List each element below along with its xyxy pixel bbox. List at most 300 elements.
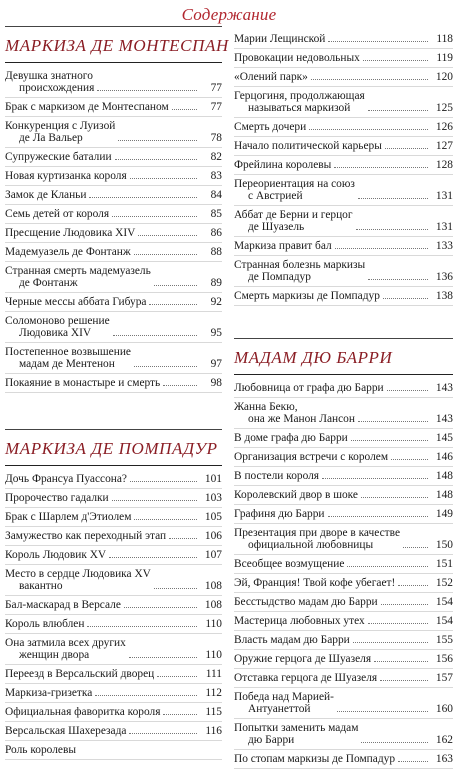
- toc-entry-title: [234, 653, 371, 665]
- toc-entry[interactable]: [234, 719, 453, 750]
- toc-entry-title: [234, 753, 395, 765]
- toc-entry-title-line: Антуанеттой: [248, 702, 311, 715]
- dot-leader: [109, 557, 197, 558]
- dot-leader: [134, 366, 197, 367]
- toc-entry-title-line: Король влюблен: [5, 617, 85, 630]
- toc-entry-title-line: Девушка знатного: [5, 69, 93, 82]
- dot-leader: [334, 167, 428, 168]
- toc-entry-title: [5, 227, 135, 239]
- toc-page-number: 77: [210, 100, 222, 113]
- toc-entry-title: [234, 382, 384, 394]
- toc-entry-title-line: Официальная фаворитка короля: [5, 705, 161, 718]
- dot-leader: [351, 440, 428, 441]
- toc-entry-title-line: Людовика XIV: [19, 326, 92, 339]
- toc-entry-title: [5, 668, 154, 680]
- toc-page-number: 145: [435, 431, 453, 444]
- toc-entry[interactable]: [234, 137, 453, 156]
- toc-entry-title-line: дю Барри: [248, 733, 295, 746]
- dot-leader: [154, 588, 197, 589]
- dot-leader: [380, 680, 428, 681]
- toc-entry-title: [234, 52, 360, 64]
- toc-page-number: 108: [204, 598, 222, 611]
- toc-entry-title-line: По стопам маркизы де Помпадур: [234, 752, 396, 765]
- toc-entry-title: [5, 265, 151, 289]
- toc-entry-title: [234, 401, 355, 425]
- toc-page-number: 157: [435, 671, 453, 684]
- toc-page-number: 148: [435, 488, 453, 501]
- toc-entry[interactable]: [234, 593, 453, 612]
- toc-entry[interactable]: [5, 186, 222, 205]
- toc-entry-title-line: Брак с маркизом де Монтеспаном: [5, 100, 169, 113]
- toc-page-number: 83: [210, 169, 222, 182]
- toc-page-number: 77: [210, 81, 222, 94]
- toc-entry-title: [5, 599, 121, 611]
- toc-entry[interactable]: [5, 374, 222, 393]
- toc-entry-title: [234, 71, 308, 83]
- toc-entry[interactable]: [5, 634, 222, 665]
- toc-page-number: 101: [204, 472, 222, 485]
- dot-leader: [358, 421, 428, 422]
- dot-leader: [95, 695, 197, 696]
- toc-page-number: 127: [435, 139, 453, 152]
- toc-entry[interactable]: [5, 722, 222, 741]
- toc-entry-title-line: официальной любовницы: [248, 538, 374, 551]
- toc-entry-title: [5, 706, 160, 718]
- toc-page-number: 118: [436, 32, 453, 45]
- toc-entry[interactable]: [234, 287, 453, 306]
- toc-entry[interactable]: [234, 379, 453, 398]
- toc-entry[interactable]: [234, 467, 453, 486]
- dot-leader: [385, 148, 428, 149]
- toc-entry[interactable]: [5, 684, 222, 703]
- toc-entry-title: [234, 577, 395, 589]
- dot-leader: [328, 41, 428, 42]
- toc-entry[interactable]: [234, 669, 453, 688]
- toc-entry[interactable]: [234, 688, 453, 719]
- toc-entry-title: [234, 121, 306, 133]
- toc-entry-title-line: Начало политической карьеры: [234, 139, 382, 152]
- toc-page-number: 106: [204, 529, 222, 542]
- toc-entry-title: [5, 246, 131, 258]
- dot-leader: [356, 229, 428, 230]
- toc-entry-title: [234, 691, 334, 715]
- dot-leader: [398, 761, 428, 762]
- toc-entry-title-line: В постели короля: [234, 469, 320, 482]
- toc-entry-title: [5, 170, 127, 182]
- toc-entry-title-line: Конкуренция с Луизой: [5, 119, 116, 132]
- toc-entry-title: [5, 687, 92, 699]
- dot-leader: [391, 459, 428, 460]
- toc-entry[interactable]: [234, 486, 453, 505]
- toc-page-number: 136: [435, 270, 453, 283]
- dot-leader: [134, 254, 197, 255]
- dot-leader: [353, 642, 428, 643]
- toc-page-number: 143: [435, 381, 453, 394]
- toc-entry-title-line: Бал-маскарад в Версале: [5, 598, 121, 611]
- toc-page-number: 143: [435, 412, 453, 425]
- toc-entry-title: [5, 189, 86, 201]
- toc-entry-title-line: Пресщение Людовика XIV: [5, 226, 136, 239]
- toc-page-number: 154: [435, 614, 453, 627]
- toc-entry[interactable]: [234, 448, 453, 467]
- toc-entry-title: [5, 101, 169, 113]
- dot-leader: [374, 661, 428, 662]
- toc-entry-title-line: Черные мессы аббата Гибура: [5, 295, 147, 308]
- toc-entry-title-line: де Ла Вальер: [19, 131, 83, 144]
- toc-entry-title-line: Семь детей от короля: [5, 207, 110, 220]
- toc-page-number: 154: [435, 595, 453, 608]
- dot-leader: [322, 478, 428, 479]
- toc-entry[interactable]: [234, 206, 453, 237]
- dot-leader: [112, 216, 197, 217]
- toc-entry[interactable]: [5, 665, 222, 684]
- toc-entry[interactable]: [234, 156, 453, 175]
- toc-section: [234, 342, 453, 769]
- toc-entry-title-line: Замужество как переходный этап: [5, 529, 167, 542]
- toc-page-number: 160: [435, 702, 453, 715]
- toc-page-number: 89: [210, 276, 222, 289]
- toc-entry[interactable]: [234, 49, 453, 68]
- toc-page-number: 151: [435, 557, 453, 570]
- toc-entry-title: [234, 209, 353, 233]
- toc-entry-title-line: Эй, Франция! Твой кофе убегает!: [234, 576, 396, 589]
- dot-leader: [309, 129, 428, 130]
- toc-entry-title: [234, 90, 365, 114]
- toc-entry[interactable]: [5, 293, 222, 312]
- toc-entry[interactable]: [234, 555, 453, 574]
- section-title: МАДАМ ДЮ БАРРИ: [234, 342, 453, 375]
- toc-entry[interactable]: [234, 256, 453, 287]
- page-title: Содержание: [181, 5, 277, 24]
- dot-leader: [124, 607, 197, 608]
- toc-entry-title-line: Аббат де Берни и герцог: [234, 208, 353, 221]
- toc-page-number: 128: [435, 158, 453, 171]
- toc-entry-title-line: Мадемуазель де Фонтанж: [5, 245, 131, 258]
- toc-entry-title-line: Супружеские баталии: [5, 150, 112, 163]
- toc-entry[interactable]: [5, 343, 222, 374]
- toc-entry[interactable]: [234, 750, 453, 769]
- toc-entry[interactable]: [234, 118, 453, 137]
- toc-entry-title-line: Маркиза-гризетка: [5, 686, 93, 699]
- toc-entry[interactable]: [5, 565, 222, 596]
- toc-page-number: 86: [210, 226, 222, 239]
- toc-entry-title-line: де Помпадур: [248, 270, 311, 283]
- left-column: [5, 30, 229, 760]
- toc-entry-title-line: Переезд в Версальский дворец: [5, 667, 155, 680]
- dot-leader: [89, 197, 197, 198]
- toc-entry-title-line: Любовница от графа дю Барри: [234, 381, 384, 394]
- toc-entry-title: [5, 120, 115, 144]
- toc-entry[interactable]: [234, 631, 453, 650]
- dot-leader: [134, 519, 197, 520]
- toc-page-number: 146: [435, 450, 453, 463]
- dot-leader: [335, 248, 428, 249]
- toc-entry-title: [5, 346, 131, 370]
- toc-entry-title-line: Фрейлина королевы: [234, 158, 332, 171]
- toc-entry[interactable]: [234, 505, 453, 524]
- toc-entry-title: [234, 140, 382, 152]
- toc-entry-title: [234, 290, 380, 302]
- dot-leader: [163, 714, 197, 715]
- toc-entry[interactable]: [234, 398, 453, 429]
- toc-page-number: 84: [210, 188, 222, 201]
- toc-entry[interactable]: [234, 612, 453, 631]
- toc-entry-title-line: Странная болезнь маркизы: [234, 258, 366, 271]
- toc-entry-title: [5, 618, 84, 630]
- toc-page-number: 163: [435, 752, 453, 765]
- toc-entry[interactable]: [5, 703, 222, 722]
- toc-entry-title-line: происхождения: [19, 81, 95, 94]
- toc-entry-title: [5, 151, 112, 163]
- dot-leader: [361, 497, 428, 498]
- toc-entry-title: [5, 70, 94, 94]
- toc-page-number: 107: [204, 548, 222, 561]
- toc-page-number: 78: [210, 131, 222, 144]
- toc-entry[interactable]: [5, 243, 222, 262]
- toc-entry-title-line: Отставка герцога де Шуазеля: [234, 671, 378, 684]
- toc-page-number: 131: [435, 189, 453, 202]
- toc-entry-title-line: «Олений парк»: [234, 70, 308, 83]
- dot-leader: [328, 516, 428, 517]
- toc-page-number: 82: [210, 150, 222, 163]
- dot-leader: [387, 390, 428, 391]
- toc-entry-title: [5, 637, 126, 661]
- toc-entry-title: [5, 296, 146, 308]
- toc-page-number: 126: [435, 120, 453, 133]
- toc-entry-title: [234, 558, 344, 570]
- toc-entry[interactable]: [234, 574, 453, 593]
- toc-entry[interactable]: [5, 67, 222, 98]
- toc-entry[interactable]: [5, 527, 222, 546]
- toc-entry-title-line: вакантно: [19, 579, 63, 592]
- dot-leader: [398, 585, 428, 586]
- toc-entry-title: [5, 511, 131, 523]
- dot-leader: [381, 604, 428, 605]
- toc-entry-title: [234, 33, 325, 45]
- dot-leader: [130, 481, 197, 482]
- toc-entry[interactable]: [5, 98, 222, 117]
- toc-entry-title: [234, 596, 378, 608]
- toc-entry[interactable]: [5, 489, 222, 508]
- toc-page-number: 162: [435, 733, 453, 746]
- toc-entry-title-line: Попытки заменить мадам: [234, 721, 359, 734]
- dot-leader: [97, 90, 197, 91]
- toc-entry[interactable]: [234, 87, 453, 118]
- toc-entry[interactable]: [234, 68, 453, 87]
- toc-page-number: 98: [210, 376, 222, 389]
- toc-entry[interactable]: [5, 508, 222, 527]
- toc-entry-title: [234, 178, 355, 202]
- toc-page-number: 131: [435, 220, 453, 233]
- toc-page-number: 92: [210, 295, 222, 308]
- toc-entry[interactable]: [5, 148, 222, 167]
- dot-leader: [337, 711, 428, 712]
- dot-leader: [358, 198, 428, 199]
- toc-page-number: 105: [204, 510, 222, 523]
- toc-entry-title: [5, 744, 76, 756]
- toc-page-number: 120: [435, 70, 453, 83]
- toc-entry-title-line: Версальская Шахерезада: [5, 724, 127, 737]
- toc-entry-title-line: Пророчество гадалки: [5, 491, 109, 504]
- toc-entry[interactable]: [5, 615, 222, 634]
- toc-entry-title: [5, 208, 109, 220]
- toc-entry[interactable]: [234, 524, 453, 555]
- toc-page-number: 152: [435, 576, 453, 589]
- toc-entry-title-line: Смерть дочери: [234, 120, 307, 133]
- toc-entry-title: [234, 240, 332, 252]
- toc-page-number: 97: [210, 357, 222, 370]
- toc-entry[interactable]: [234, 237, 453, 256]
- toc-entry[interactable]: [5, 262, 222, 293]
- dot-leader: [347, 566, 428, 567]
- toc-entry-title-line: Смерть маркизы де Помпадур: [234, 289, 380, 302]
- toc-entry-title-line: Маркиза правит бал: [234, 239, 332, 252]
- toc-section: [5, 433, 222, 760]
- toc-page-number: 133: [435, 239, 453, 252]
- toc-entry-title-line: Победа над Марией-: [234, 690, 334, 703]
- toc-entry-title: [234, 527, 400, 551]
- toc-entry[interactable]: [5, 741, 222, 760]
- toc-entry-title-line: В доме графа дю Барри: [234, 431, 348, 444]
- toc-entry[interactable]: [234, 175, 453, 206]
- toc-entry-title: [5, 530, 166, 542]
- dot-leader: [87, 626, 197, 627]
- dot-leader: [311, 79, 428, 80]
- toc-entry-title: [234, 615, 365, 627]
- toc-entry[interactable]: [5, 596, 222, 615]
- dot-leader: [157, 676, 197, 677]
- dot-leader: [138, 235, 197, 236]
- toc-page-number: 110: [205, 617, 222, 630]
- dot-leader: [163, 385, 197, 386]
- toc-entry-title: [234, 634, 350, 646]
- dot-leader: [368, 110, 428, 111]
- toc-entry-title-line: Дочь Франсуа Пуассона?: [5, 472, 127, 485]
- toc-page-number: 88: [210, 245, 222, 258]
- toc-entry[interactable]: [5, 470, 222, 489]
- toc-page-number: 103: [204, 491, 222, 504]
- toc-page-number: 115: [205, 705, 222, 718]
- dot-leader: [130, 178, 197, 179]
- toc-page-number: 85: [210, 207, 222, 220]
- right-column: [234, 30, 453, 769]
- toc-entry-title: [234, 489, 358, 501]
- dot-leader: [368, 279, 428, 280]
- dot-leader: [118, 140, 197, 141]
- toc-entry-title: [5, 725, 126, 737]
- toc-entry-title: [234, 159, 331, 171]
- toc-entry-title: [5, 549, 106, 561]
- dot-leader: [113, 335, 197, 336]
- dot-leader: [129, 657, 197, 658]
- toc-entry-title-line: Переориентация на союз: [234, 177, 355, 190]
- toc-entry-title-line: Оружие герцога де Шуазеля: [234, 652, 372, 665]
- toc-entry-title-line: Соломоново решение: [5, 314, 110, 327]
- toc-entry-title-line: Провокации недовольных: [234, 51, 360, 64]
- toc-entry-title: [234, 259, 365, 283]
- toc-entry-title-line: Всеобщее возмущение: [234, 557, 345, 570]
- toc-entry-title: [5, 492, 109, 504]
- toc-page-number: 148: [435, 469, 453, 482]
- toc-section: [5, 30, 229, 393]
- toc-entry-title-line: Роль королевы: [5, 743, 76, 756]
- toc-entry-title-line: Королевский двор в шоке: [234, 488, 358, 501]
- toc-entry-title-line: Жанна Бекю,: [234, 400, 298, 413]
- toc-entry-title-line: Власть мадам дю Барри: [234, 633, 350, 646]
- toc-entry-title: [5, 473, 127, 485]
- toc-entry-title-line: Бесстыдство мадам дю Барри: [234, 595, 378, 608]
- dot-leader: [403, 547, 428, 548]
- toc-entry[interactable]: [5, 117, 222, 148]
- toc-entry-title-line: Король Людовик XV: [5, 548, 107, 561]
- toc-entry-title: [234, 508, 325, 520]
- section-title: МАРКИЗА ДЕ МОНТЕСПАН: [5, 30, 222, 63]
- toc-entry-title-line: называться маркизой: [248, 101, 351, 114]
- dot-leader: [383, 298, 428, 299]
- toc-page-number: 149: [435, 507, 453, 520]
- toc-entry[interactable]: [5, 167, 222, 186]
- toc-entry-title-line: Покаяние в монастыре и смерть: [5, 376, 161, 389]
- dot-leader: [112, 500, 197, 501]
- toc-page-number: 138: [435, 289, 453, 302]
- toc-entry[interactable]: [5, 205, 222, 224]
- toc-entry-title-line: де Фонтанж: [19, 276, 78, 289]
- dot-leader: [169, 538, 197, 539]
- dot-leader: [368, 623, 428, 624]
- dot-leader: [149, 304, 197, 305]
- toc-entry-title-line: Замок де Кланьи: [5, 188, 87, 201]
- dot-leader: [154, 285, 197, 286]
- toc-entry-title-line: Место в сердце Людовика XV: [5, 567, 151, 580]
- toc-entry-title-line: Странная смерть мадемуазель: [5, 264, 151, 277]
- toc-entry-title-line: Брак с Шарлем д'Этиолем: [5, 510, 132, 523]
- toc-entry-title: [234, 672, 377, 684]
- toc-entry-title-line: Герцогиня, продолжающая: [234, 89, 365, 102]
- toc-entry[interactable]: [5, 224, 222, 243]
- toc-entry-title: [5, 377, 160, 389]
- toc-page-number: 150: [435, 538, 453, 551]
- toc-page-number: 95: [210, 326, 222, 339]
- dot-leader: [115, 159, 197, 160]
- toc-page-number: 125: [435, 101, 453, 114]
- toc-entry-title-line: Марии Лещинской: [234, 32, 326, 45]
- dot-leader: [129, 733, 197, 734]
- dot-leader: [361, 742, 428, 743]
- toc-entry[interactable]: [5, 312, 222, 343]
- toc-entry-title-line: Новая куртизанка короля: [5, 169, 127, 182]
- toc-entry-title: [5, 315, 110, 339]
- toc-entry-title-line: Она затмила всех других: [5, 636, 126, 649]
- toc-page-number: 111: [205, 667, 222, 680]
- toc-entry-title-line: Организация встречи с королем: [234, 450, 389, 463]
- toc-entry-title-line: мадам де Ментенон: [19, 357, 115, 370]
- toc-page-number: 119: [436, 51, 453, 64]
- toc-entry-title-line: Презентация при дворе в качестве: [234, 526, 400, 539]
- toc-entry-title: [234, 451, 388, 463]
- toc-entry[interactable]: [234, 429, 453, 448]
- section-title: МАРКИЗА ДЕ ПОМПАДУР: [5, 433, 222, 466]
- toc-section: [234, 30, 453, 306]
- toc-entry[interactable]: [234, 30, 453, 49]
- toc-page-number: 108: [204, 579, 222, 592]
- dot-leader: [363, 60, 428, 61]
- toc-entry-title: [234, 470, 319, 482]
- toc-entry-title-line: она же Манон Лансон: [248, 412, 355, 425]
- toc-page-number: 112: [205, 686, 222, 699]
- toc-entry[interactable]: [5, 546, 222, 565]
- toc-entry[interactable]: [234, 650, 453, 669]
- toc-page-number: 110: [205, 648, 222, 661]
